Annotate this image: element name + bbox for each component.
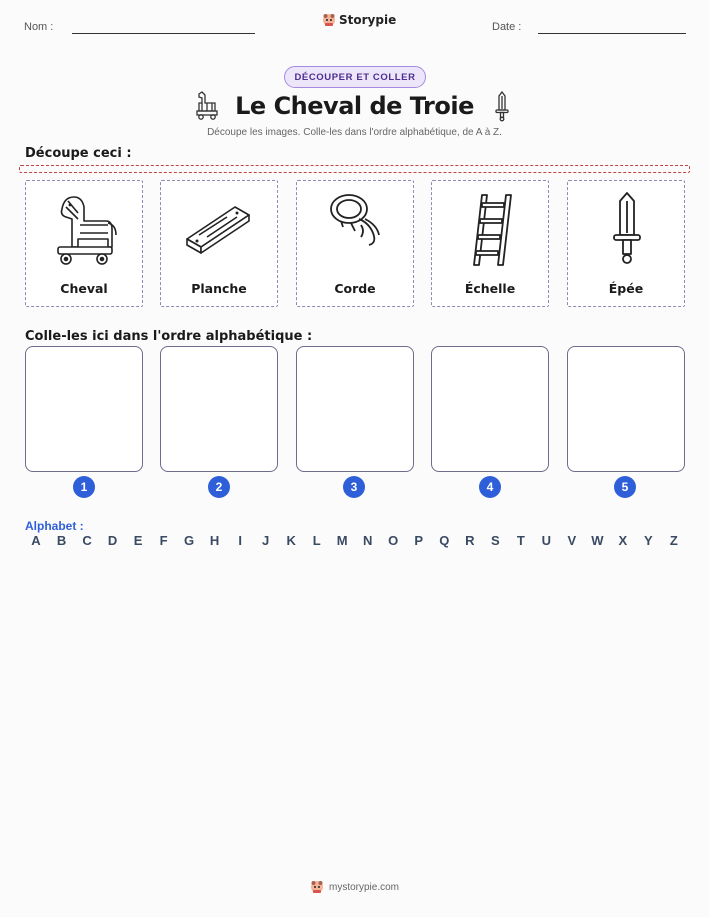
date-label: Date : <box>492 21 522 33</box>
alphabet-letter: J <box>262 533 270 548</box>
alphabet-letter: U <box>541 533 551 548</box>
trojan-horse-icon <box>193 90 221 122</box>
card-label: Planche <box>191 281 247 296</box>
paste-slot-1[interactable] <box>25 346 143 472</box>
footer <box>0 880 709 894</box>
alphabet-letter: W <box>591 533 604 548</box>
date-line[interactable] <box>538 33 686 34</box>
plank-icon <box>185 189 255 269</box>
alphabet-letter: M <box>336 533 348 548</box>
alphabet-letter: L <box>312 533 321 548</box>
alphabet-letter: C <box>82 533 92 548</box>
slot-number: 3 <box>343 476 365 498</box>
alphabet-label: Alphabet : <box>25 519 84 533</box>
alphabet-letter: G <box>184 533 195 548</box>
cut-card-planche[interactable] <box>160 180 278 307</box>
sword-icon <box>488 90 516 122</box>
paste-slot-4[interactable] <box>431 346 549 472</box>
alphabet-letter: Z <box>669 533 678 548</box>
name-line[interactable] <box>72 33 255 34</box>
alphabet-letter: F <box>159 533 168 548</box>
name-label: Nom : <box>24 21 54 33</box>
cut-card-echelle[interactable] <box>431 180 549 307</box>
card-label: Épée <box>608 281 644 296</box>
sword-icon <box>592 189 662 269</box>
slot-number: 1 <box>73 476 95 498</box>
cut-line <box>19 165 690 173</box>
brand-name: Storypie <box>339 13 397 27</box>
alphabet-letter: E <box>133 533 143 548</box>
storypie-logo-icon <box>310 880 324 894</box>
alphabet-letter: Q <box>439 533 450 548</box>
activity-badge: DÉCOUPER ET COLLER <box>284 66 426 88</box>
title-row <box>0 90 709 122</box>
cut-card-epee[interactable] <box>567 180 685 307</box>
rope-icon <box>321 189 391 269</box>
page-title: Le Cheval de Troie <box>235 92 474 120</box>
alphabet-letter: S <box>490 533 500 548</box>
alphabet-letter: D <box>107 533 118 548</box>
alphabet-letter: T <box>516 533 525 548</box>
card-label: Cheval <box>60 281 108 296</box>
alphabet-letter: R <box>465 533 475 548</box>
alphabet-letter: V <box>567 533 577 548</box>
cut-card-cheval[interactable] <box>25 180 143 307</box>
paste-slot-3[interactable] <box>296 346 414 472</box>
alphabet-letter: P <box>414 533 424 548</box>
slot-number: 5 <box>614 476 636 498</box>
alphabet-letter: N <box>363 533 373 548</box>
trojan-horse-icon <box>50 189 120 269</box>
cut-section-label: Découpe ceci : <box>25 146 132 161</box>
alphabet-letter: K <box>286 533 296 548</box>
alphabet-letter: I <box>238 533 242 548</box>
alphabet-letter: X <box>618 533 628 548</box>
paste-section-label: Colle-les ici dans l'ordre alphabétique : <box>25 329 313 344</box>
instructions: Découpe les images. Colle-les dans l'ordre alphabétique, de A à Z. <box>207 127 502 138</box>
alphabet-letter: H <box>209 533 220 548</box>
alphabet-letter: O <box>388 533 399 548</box>
card-label: Échelle <box>464 281 516 296</box>
cut-card-corde[interactable] <box>296 180 414 307</box>
alphabet-row <box>25 533 685 548</box>
footer-url[interactable]: mystorypie.com <box>328 881 399 893</box>
paste-slot-2[interactable] <box>160 346 278 472</box>
paste-slot-5[interactable] <box>567 346 685 472</box>
slot-number: 4 <box>479 476 501 498</box>
alphabet-letter: B <box>56 533 67 548</box>
card-label: Corde <box>334 281 376 296</box>
slot-number: 2 <box>208 476 230 498</box>
alphabet-letter: Y <box>644 533 653 548</box>
alphabet-letter: A <box>31 533 41 548</box>
storypie-logo-icon <box>322 13 336 27</box>
brand <box>322 13 396 27</box>
ladder-icon <box>456 189 526 269</box>
